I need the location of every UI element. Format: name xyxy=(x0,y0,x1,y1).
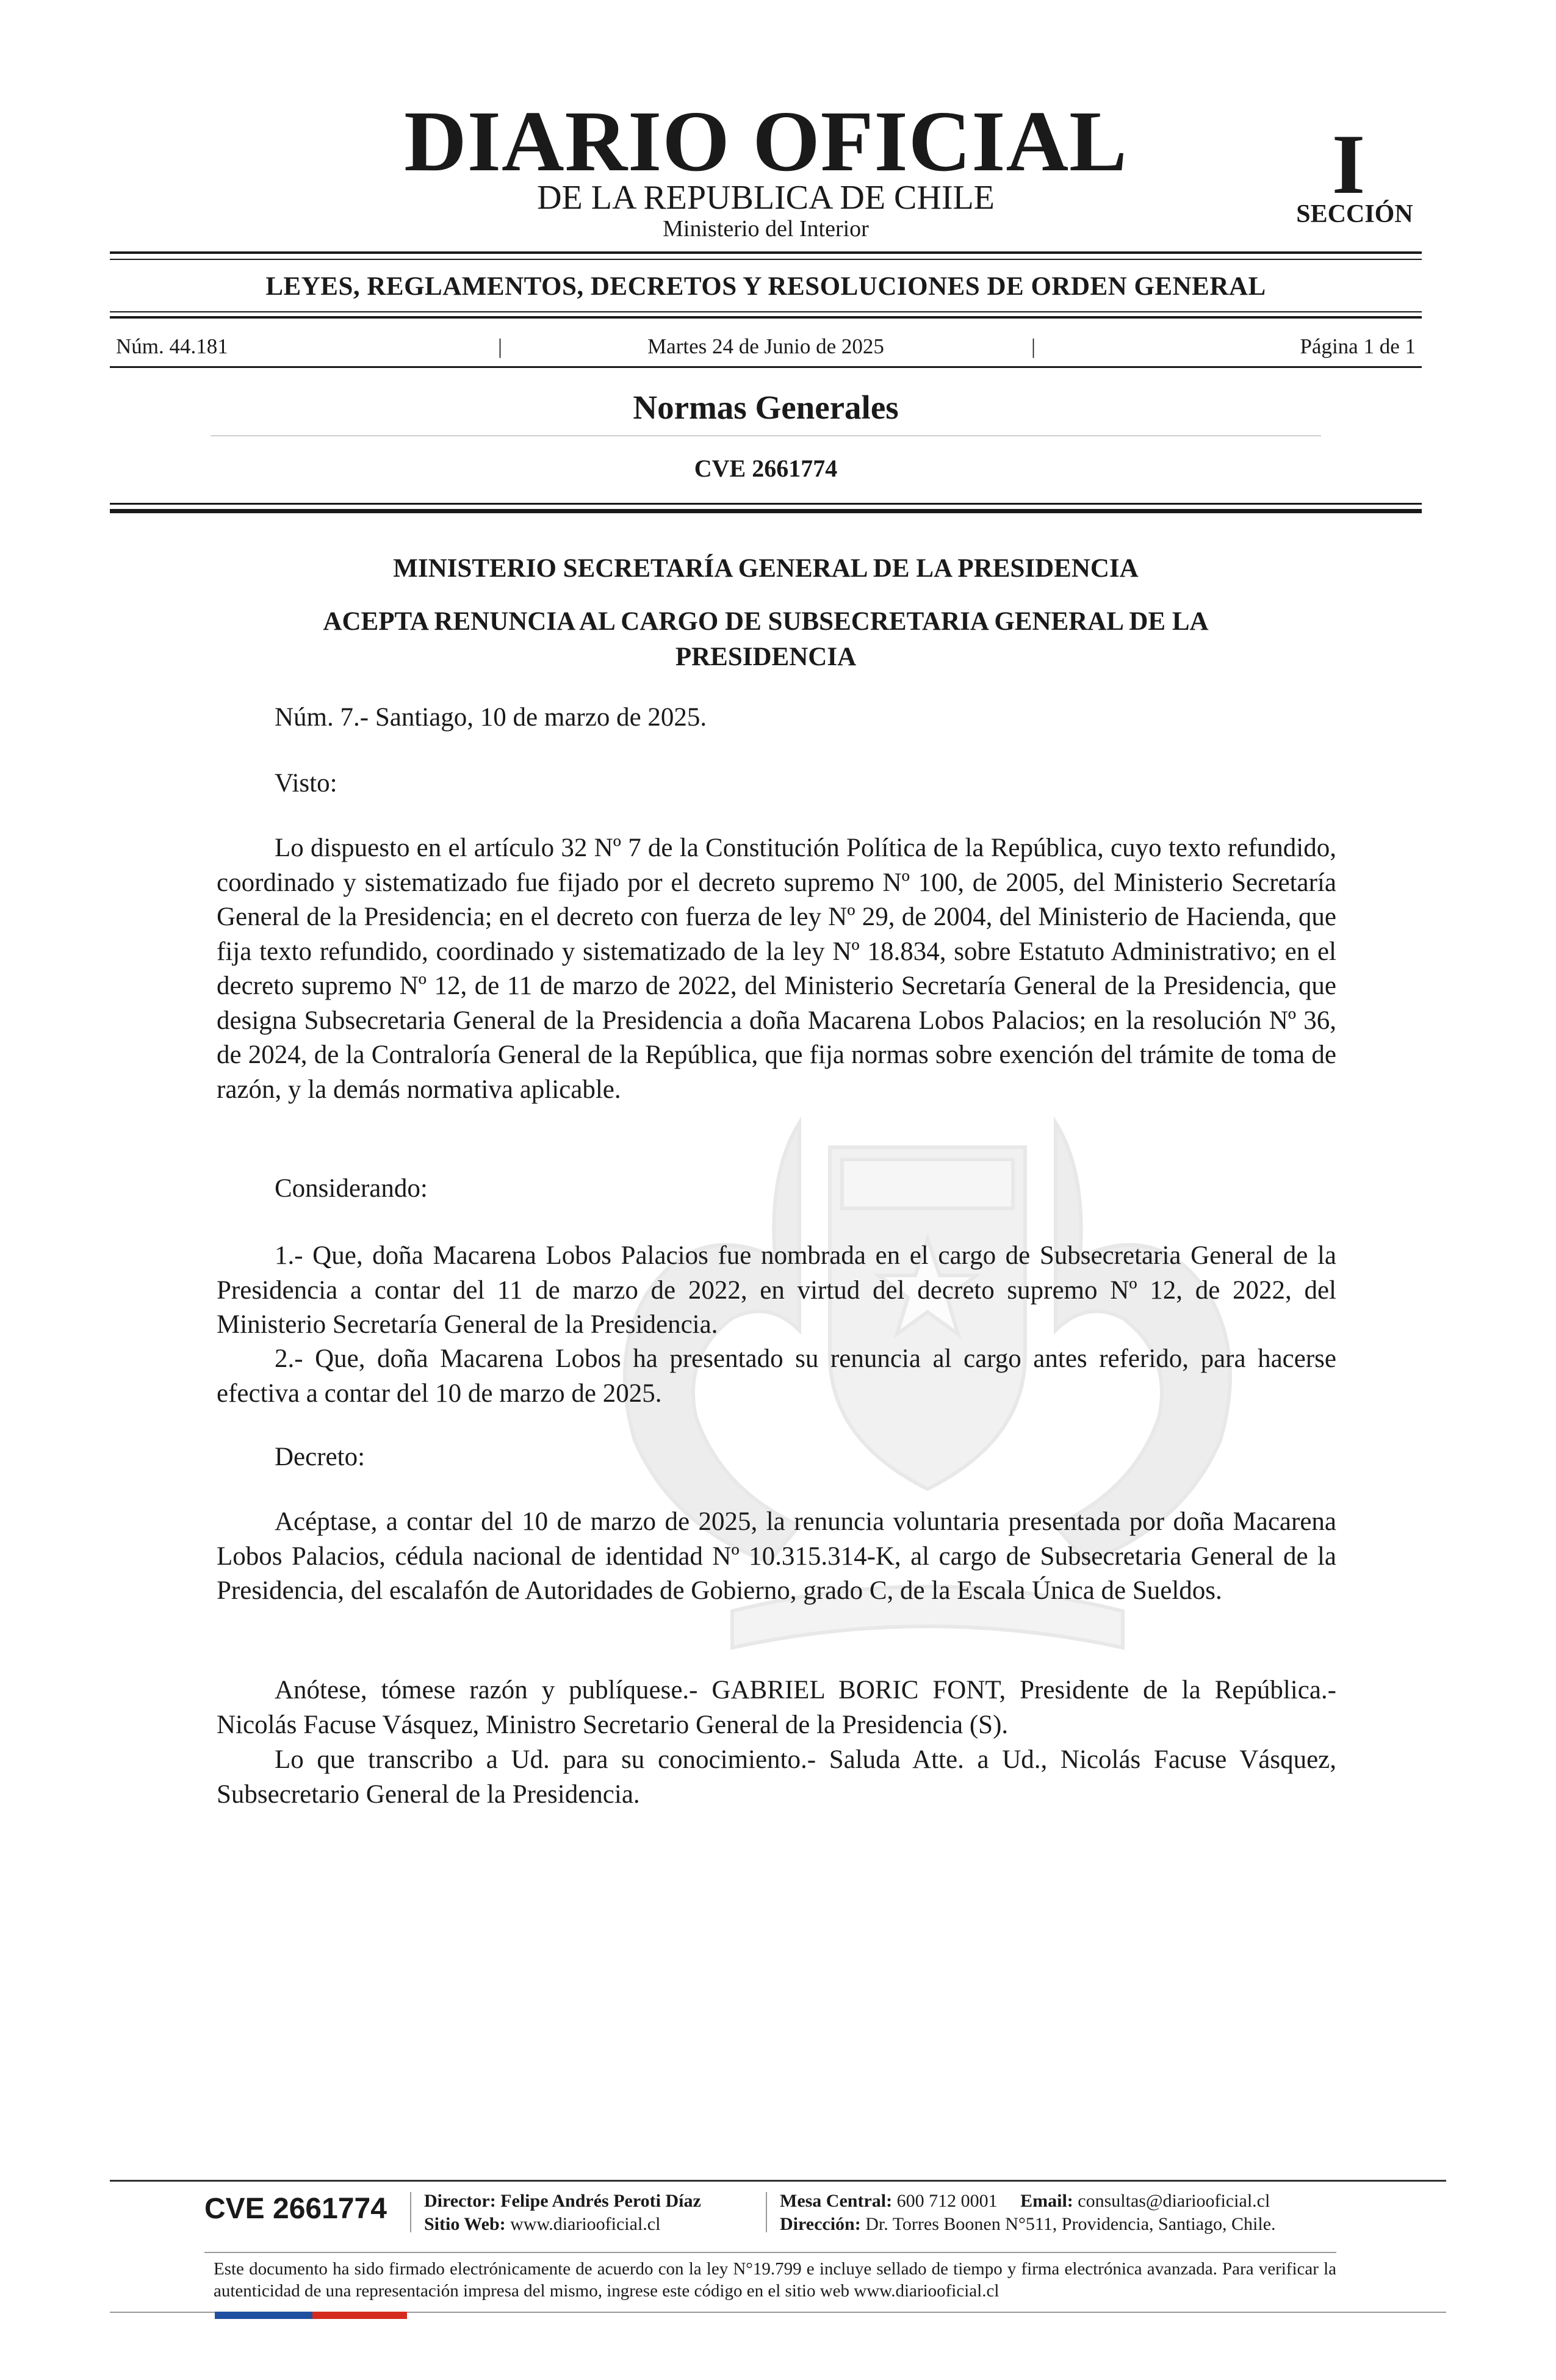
footer-site-link[interactable]: www.diariooficial.cl xyxy=(510,2214,661,2234)
masthead-rule-top-1 xyxy=(110,251,1422,254)
document-number-date: Núm. 7.- Santiago, 10 de marzo de 2025. xyxy=(275,703,707,732)
footer-director xyxy=(424,2190,701,2213)
considerando-label: Considerando: xyxy=(275,1174,428,1203)
visto-label: Visto: xyxy=(275,769,337,798)
section-heading-divider xyxy=(211,435,1321,436)
page-indicator: Página 1 de 1 xyxy=(1300,334,1416,358)
decreto-label: Decreto: xyxy=(275,1443,366,1471)
decreto-paragraph: Acéptase, a contar del 10 de marzo de 2025, la renuncia voluntaria presentada por doña Macarena Lobos Palacios, cédula nacional de identidad Nº 10.315.314-K, al cargo de Subsecretaria General de la Presidencia, del escalafón de Autoridades de Gobierno, grado C, de la Escala Única de Sueldos. xyxy=(217,1507,1336,1605)
band-rule-bottom-1 xyxy=(110,311,1422,312)
footer-director-label: Director: xyxy=(424,2191,496,2211)
newspaper-subtitle: DE LA REPUBLICA DE CHILE xyxy=(537,179,995,217)
issue-meta-row xyxy=(110,334,1422,359)
flag-stripe-red xyxy=(312,2312,407,2319)
meta-rule xyxy=(110,366,1422,368)
header-rule-1 xyxy=(110,503,1422,505)
newspaper-ministry: Ministerio del Interior xyxy=(663,216,869,242)
issue-number: Núm. 44.181 xyxy=(116,334,228,358)
footer-mesa-value: 600 712 0001 xyxy=(896,2191,998,2211)
band-rule-bottom-2 xyxy=(110,316,1422,319)
section-number: I xyxy=(1331,117,1366,212)
newspaper-title: DIARIO OFICIAL xyxy=(404,93,1128,189)
header-rule-2 xyxy=(110,509,1422,513)
footer-address xyxy=(780,2213,1276,2236)
considerando-item-2: 2.- Que, doña Macarena Lobos ha presentado su renuncia al cargo antes referido, para hacerse efectiva a contar del 10 de marzo de 2025. xyxy=(217,1344,1336,1408)
closing-paragraph-2: Lo que transcribo a Ud. para su conocimiento.- Saluda Atte. a Ud., Nicolás Facuse Vásquez, Subsecretario General de la Presidencia. xyxy=(217,1745,1336,1809)
section-heading: Normas Generales xyxy=(633,389,899,426)
footer-email-label: Email: xyxy=(1020,2191,1073,2211)
flag-stripe-blue xyxy=(215,2312,312,2319)
footer-director-name: Felipe Andrés Peroti Díaz xyxy=(500,2191,701,2211)
footer-email-link[interactable]: consultas@diariooficial.cl xyxy=(1078,2191,1270,2211)
cve-code: CVE 2661774 xyxy=(694,455,838,482)
section-label: SECCIÓN xyxy=(1296,200,1413,228)
footer-site xyxy=(424,2213,660,2236)
meta-separator: | xyxy=(1031,334,1036,358)
footer-divider xyxy=(410,2192,411,2232)
footer-legal-notice: Este documento ha sido firmado electrónicamente de acuerdo con la ley N°19.799 e incluye sellado de tiempo y firma electrónica avanzada. Para verificar la autenticidad de una representación impresa del mismo, ingrese este código en el sitio web www.diariooficial.cl xyxy=(214,2259,1336,2301)
document-ministry: MINISTERIO SECRETARÍA GENERAL DE LA PRESIDENCIA xyxy=(393,554,1139,583)
masthead-rule-top-2 xyxy=(110,259,1422,260)
footer-site-label: Sitio Web: xyxy=(424,2214,506,2234)
footer-cve-code: CVE 2661774 xyxy=(204,2193,387,2225)
footer-address-value: Dr. Torres Boonen N°511, Providencia, Santiago, Chile. xyxy=(865,2214,1276,2234)
document-title: ACEPTA RENUNCIA AL CARGO DE SUBSECRETARIA GENERAL DE LA PRESIDENCIA xyxy=(323,607,1209,671)
closing-paragraph-1: Anótese, tómese razón y publíquese.- GABRIEL BORIC FONT, Presidente de la República.- Nicolás Facuse Vásquez, Ministro Secretario General de la Presidencia (S). xyxy=(217,1676,1336,1739)
footer-address-label: Dirección: xyxy=(780,2214,861,2234)
band-title: LEYES, REGLAMENTOS, DECRETOS Y RESOLUCIONES DE ORDEN GENERAL xyxy=(265,272,1266,301)
footer-rule-middle xyxy=(204,2252,1336,2253)
considerando-item-1: 1.- Que, doña Macarena Lobos Palacios fue nombrada en el cargo de Subsecretaria General de la Presidencia a contar del 11 de marzo de 2022, en virtud del decreto supremo Nº 12, de 2022, del Ministerio Secretaría General de la Presidencia. xyxy=(217,1241,1336,1339)
footer-divider xyxy=(766,2192,767,2232)
footer-mesa-label: Mesa Central: xyxy=(780,2191,893,2211)
issue-date: Martes 24 de Junio de 2025 xyxy=(647,334,884,358)
footer-mesa-central xyxy=(780,2190,1270,2213)
meta-separator: | xyxy=(498,334,503,358)
footer-rule-top xyxy=(110,2180,1446,2182)
visto-paragraph: Lo dispuesto en el artículo 32 Nº 7 de la Constitución Política de la República, cuyo texto refundido, coordinado y sistematizado fue fijado por el decreto supremo Nº 100, de 2005, del Ministerio Secretaría General de la Presidencia; en el decreto con fuerza de ley Nº 29, de 2004, del Ministerio de Hacienda, que fija texto refundido, coordinado y sistematizado de la ley Nº 18.834, sobre Estatuto Administrativo; en el decreto supremo Nº 12, de 11 de marzo de 2022, del Ministerio Secretaría General de la Presidencia, que designa Subsecretaria General de la Presidencia a doña Macarena Lobos Palacios; en la resolución Nº 36, de 2024, de la Contraloría General de la República, que fija normas sobre exención del trámite de toma de razón, y la demás normativa aplicable. xyxy=(217,834,1336,1104)
